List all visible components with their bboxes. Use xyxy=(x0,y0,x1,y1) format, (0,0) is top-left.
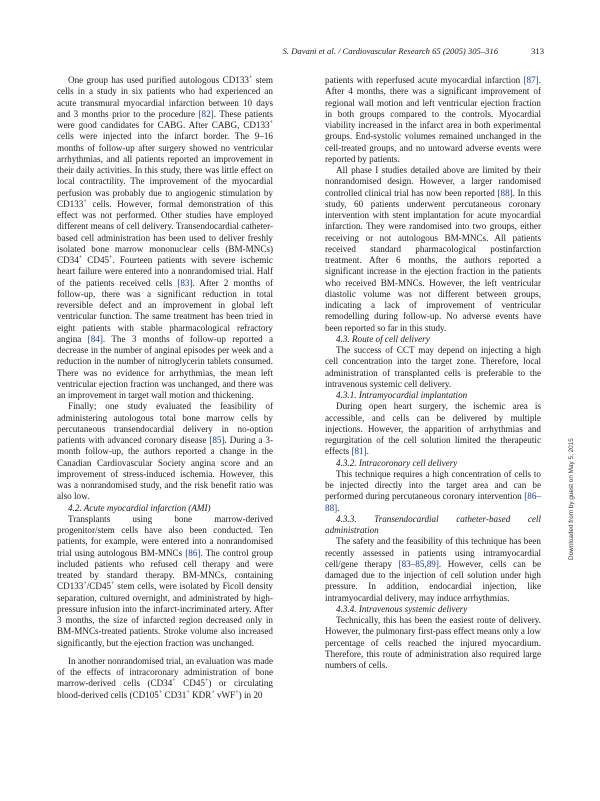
subsection-heading: 4.3.1. Intramyocardial implantation xyxy=(336,390,468,400)
page-number: 313 xyxy=(531,46,544,56)
section-heading: 4.2. Acute myocardial infarction (AMI) xyxy=(68,502,211,513)
subsection-heading: 4.3.4. Intravenous systemic delivery xyxy=(336,603,468,614)
paragraph: During open heart surgery, the ischemic area is accessible, and cells can be delivered by multiple injections. However, the apparition of arrhythmias and regurgitation of the cell solution limited the therapeutic effects [81]. xyxy=(325,401,541,457)
paragraph: patients with reperfused acute myocardial infarction [87]. After 4 months, there was a significant improvement of regional wall motion and left ventricular ejection fraction in both groups compared to the controls. Myocardial viability increased in the infarct area in both experimental groups. End-systolic volumes remained unchanged in the cell-treated groups, and no untoward adverse events were reported by patients. xyxy=(325,75,541,164)
citation-link[interactable]: [86] xyxy=(185,547,201,558)
paragraph: All phase I studies detailed above are limited by their nonrandomised design. However, a larger randomised controlled clinical trial has now been reported [88]. In this study, 60 patients underwent percutaneous coronary intervention with stent implantation for acute myocardial infarction. They were randomised into two groups, either receiving or not autologous BM-MNCs. All patients received standard pharmacological postinfarction treatment. After 6 months, the authors reported a significant increase in the ejection fraction in the patients who received BM-MNCs. However, the left ventricular diastolic volume was not different between groups, indicating a lack of improvement of ventricular remodelling during follow-up. No adverse events have been reported so far in this study. xyxy=(325,165,541,333)
paragraph: In another nonrandomised trial, an evaluation was made of the effects of intracoronary administration of bone marrow-derived cells (CD34+ CD45+) or circulating blood-derived cells (CD105+ CD31+ KDR+ vWF+) in 20 xyxy=(57,655,273,700)
paragraph: The success of CCT may depend on injecting a high cell concentration into the target zone. Therefore, local administration of transplanted cells is preferable to the intravenous systemic cell delivery. xyxy=(325,345,541,389)
citation-link[interactable]: [83] xyxy=(177,277,193,288)
section-heading: 4.3. Route of cell delivery xyxy=(336,333,430,344)
citation-link[interactable]: [82] xyxy=(198,108,214,119)
citation-link[interactable]: [83–85,89] xyxy=(398,558,439,569)
download-watermark: Downloaded from by guest on May 5, 2015 xyxy=(568,438,575,560)
paragraph: This technique requires a high concentration of cells to be injected directly into the target area and can be performed during percutaneous coronary intervention [86–88]. xyxy=(325,468,541,513)
citation-link[interactable]: [81] xyxy=(351,446,367,457)
citation-link[interactable]: [84] xyxy=(87,333,103,344)
subsection-heading: 4.3.2. Intracoronary cell delivery xyxy=(336,457,458,468)
citation-link[interactable]: [85] xyxy=(209,435,225,445)
citation-link[interactable]: [86–88] xyxy=(325,491,541,513)
paragraph: Technically, this has been the easiest route of delivery. However, the pulmonary first-pass effect means only a low percentage of cells reached the injured myocardium. Therefore, this route of administration also required large numbers of cells. xyxy=(325,615,541,670)
citation-link[interactable]: [88] xyxy=(497,187,513,198)
paragraph: One group has used purified autologous CD133+ stem cells in a study in six patients who had experienced an acute transmural myocardial infarction between 10 days and 3 months prior to the procedure [82]. These patients were good candidates for CABG. After CABG, CD133+ cells were injected into the infarct border. The 9–16 months of follow-up after surgery showed no ventricular arrhythmias, and all patients reported an improvement in their daily activities. In this study, there was little effect on local contractility. The improvement of the myocardial perfusion was probably due to angiogenic stimulation by CD133+ cells. However, formal demonstration of this effect was not performed. Other studies have employed different means of cell delivery. Transendocardial catheter-based cell administration has been used to deliver freshly isolated bone marrow mononuclear cells (BM-MNCs) CD34+ CD45+. Fourteen patients with severe ischemic heart failure were entered into a nonrandomised trial. Half of the patients received cells [83]. After 2 months of follow-up, there was a significant reduction in total reversible defect and an improvement in global left ventricular function. The same treatment has been tried in eight patients with stable pharmacological refractory angina [84]. The 3 months of follow-up reported a decrease in the number of anginal episodes per week and a reduction in the number of nitroglycerin tablets consumed. There was no evidence for arrhythmias, the mean left ventricular ejection fraction was unchanged, and there was an improvement in target wall motion and thickening. xyxy=(57,74,274,400)
subsection-heading: 4.3.3. Transendocardial catheter-based cell administration xyxy=(325,513,541,535)
right-column xyxy=(325,75,541,671)
paragraph: The safety and the feasibility of this technique has been recently assessed in patients using intramyocardial cell/gene therapy [83–85,89]. However, cells can be damaged due to the injection of cell solution under high pressure. In addition, endocardial injection, like intramyocardial delivery, may induce arrhythmias. xyxy=(325,536,542,603)
paragraph: Finally; one study evaluated the feasibility of administering autologous total bone marrow cells by percutaneous transendocardial delivery in no-option patients with advanced coronary disease [85]. During a 3-month follow-up, the authors reported a change in the Canadian Cardiovascular Society angina score and an improvement of stress-induced ischemia. However, this was a nonrandomised study, and the risk benefit ratio was also low. xyxy=(57,401,273,502)
citation-link[interactable]: [87] xyxy=(523,75,539,85)
paragraph: Transplants using bone marrow-derived progenitor/stem cells have also been conducted. Ten patients, for example, were entered into a nonrandomised trial using autologous BM-MNCs [86]. The control group included patients who refused cell therapy and were treated by standard therapy. BM-MNCs, containing CD133+/CD45+ stem cells, were isolated by Ficoll density separation, cultured overnight, and administrated by high-pressure infusion into the infarct-incriminated artery. After 3 months, the size of infarcted region decreased only in BM-MNCs-treated patients. Stroke volume also increased significantly, but the ejection fraction was unchanged. xyxy=(57,513,273,648)
running-head xyxy=(57,46,544,60)
running-title: S. Davani et al. / Cardiovascular Research 65 (2005) 305–316 xyxy=(282,46,498,56)
left-column xyxy=(57,75,273,701)
